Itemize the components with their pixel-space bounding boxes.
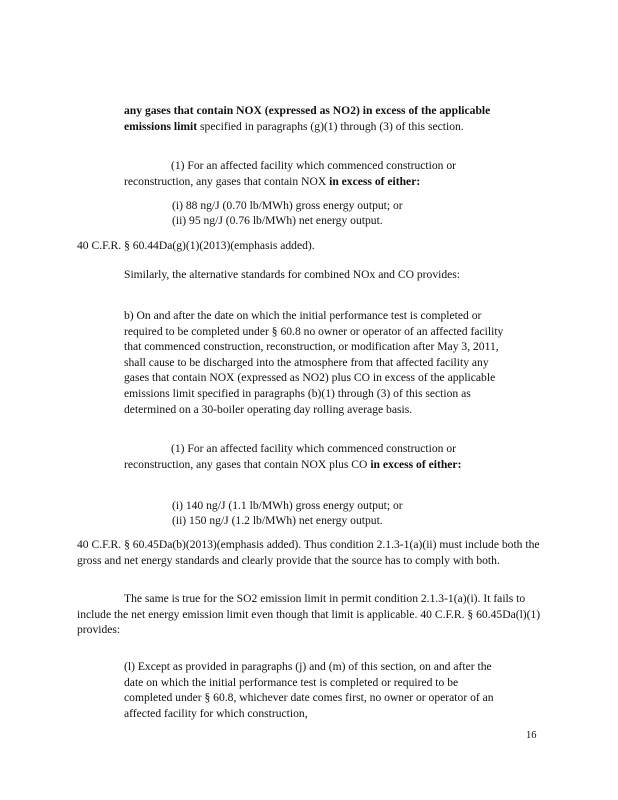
quote1-bold-text: any gases that contain NOX (expressed as NO2) in excess of the applicable emissions limit (124, 104, 491, 133)
paragraph-3: The same is true for the SO2 emission limit in permit condition 2.1.3-1(a)(i). It fails to include the net energy emission limit even though that limit is applicable. 40 C.F.R. § 60.45Da(l)(1) provides: (77, 592, 541, 637)
quote2-b-text: (1) For an affected facility which commenced construction or reconstruction, any gases that contain NOX plus CO (124, 442, 457, 471)
page-number: 16 (526, 730, 537, 741)
quote1-text: specified in paragraphs (g)(1) through (3) of this section. (197, 119, 464, 133)
quote1-b-text: (1) For an affected facility which commenced construction or reconstruction, any gases that contain NOX (124, 159, 457, 188)
quote1-item-ii: (ii) 95 ng/J (0.76 lb/MWh) net energy output. (172, 214, 383, 227)
citation-1: 40 C.F.R. § 60.44Da(g)(1)(2013)(emphasis added). (77, 239, 315, 252)
citation-2: 40 C.F.R. § 60.45Da(b)(2013)(emphasis added). Thus condition 2.1.3-1(a)(ii) must include both the gross and net energy standards and clearly provide that the source has to comply with both. (77, 538, 540, 567)
quote2-b-bold: in excess of either: (370, 457, 462, 471)
quote2-item-ii: (ii) 150 ng/J (1.2 lb/MWh) net energy output. (172, 514, 383, 527)
quote2-paragraph-a: b) On and after the date on which the initial performance test is completed or required to be completed under § 60.8 no owner or operator of an affected facility that commenced construction, reconstruction, or modification after May 3, 2011, shall cause to be discharged into the atmosphere from that affected facility any gases that contain NOX (expressed as NO2) plus CO in excess of the applicable emissions limit specified in paragraphs (b)(1) through (3) of this section as determined on a 30-boiler operating day rolling average basis. (124, 309, 504, 416)
intro-paragraph-2: Similarly, the alternative standards for combined NOx and CO provides: (124, 268, 461, 281)
quote2-paragraph-b (124, 441, 504, 472)
quote1-item-i: (i) 88 ng/J (0.70 lb/MWh) gross energy output; or (172, 199, 403, 212)
quote1-paragraph-a (124, 103, 504, 134)
quote3-paragraph-a: (l) Except as provided in paragraphs (j) and (m) of this section, on and after the date on which the initial performance test is completed or required to be completed under § 60.8, whichever date comes first, no owner or operator of an affected facility for which construction, (124, 660, 494, 720)
quote2-item-i: (i) 140 ng/J (1.1 lb/MWh) gross energy output; or (172, 499, 403, 512)
quote1-b-bold: in excess of either: (329, 174, 421, 188)
quote1-paragraph-b (124, 158, 504, 189)
